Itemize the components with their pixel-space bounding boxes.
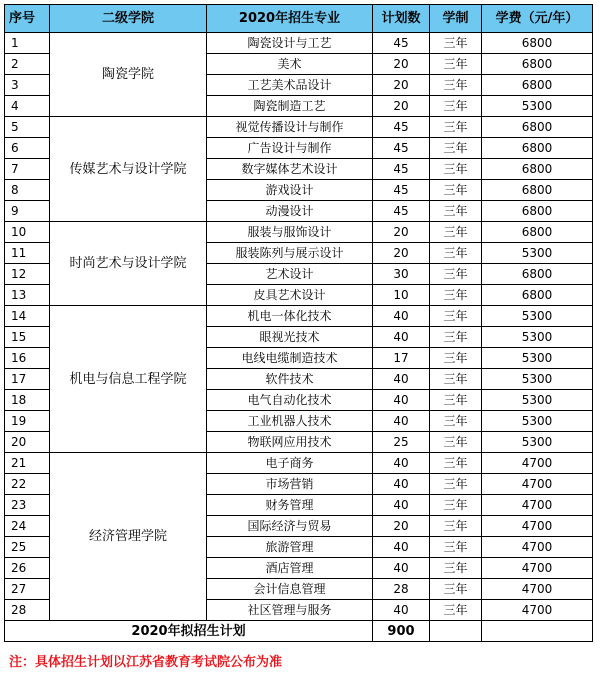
tuition-fee: 5300 [482, 306, 593, 327]
tuition-fee: 6800 [482, 201, 593, 222]
table-row [5, 453, 593, 474]
major-name: 动漫设计 [207, 201, 373, 222]
major-name: 艺术设计 [207, 264, 373, 285]
major-name: 市场营销 [207, 474, 373, 495]
plan-count: 40 [373, 453, 430, 474]
duration: 三年 [430, 411, 482, 432]
plan-count: 40 [373, 558, 430, 579]
plan-count: 40 [373, 369, 430, 390]
tuition-fee: 5300 [482, 432, 593, 453]
major-name: 国际经济与贸易 [207, 516, 373, 537]
duration: 三年 [430, 33, 482, 54]
tuition-fee: 6800 [482, 54, 593, 75]
major-name: 电子商务 [207, 453, 373, 474]
tuition-fee: 5300 [482, 243, 593, 264]
total-plan: 900 [373, 621, 430, 642]
tuition-fee: 6800 [482, 75, 593, 96]
tuition-fee: 5300 [482, 327, 593, 348]
row-seq: 20 [5, 432, 50, 453]
plan-count: 40 [373, 390, 430, 411]
major-name: 陶瓷制造工艺 [207, 96, 373, 117]
plan-count: 20 [373, 243, 430, 264]
duration: 三年 [430, 159, 482, 180]
tuition-fee: 6800 [482, 138, 593, 159]
tuition-fee: 4700 [482, 495, 593, 516]
row-seq: 18 [5, 390, 50, 411]
duration: 三年 [430, 558, 482, 579]
header-major: 2020年招生专业 [207, 5, 373, 33]
total-empty-cell [482, 621, 593, 642]
row-seq: 15 [5, 327, 50, 348]
row-seq: 23 [5, 495, 50, 516]
row-seq: 11 [5, 243, 50, 264]
tuition-fee: 5300 [482, 96, 593, 117]
duration: 三年 [430, 327, 482, 348]
plan-count: 45 [373, 117, 430, 138]
tuition-fee: 4700 [482, 516, 593, 537]
duration: 三年 [430, 432, 482, 453]
tuition-fee: 5300 [482, 348, 593, 369]
plan-count: 45 [373, 201, 430, 222]
row-seq: 24 [5, 516, 50, 537]
duration: 三年 [430, 201, 482, 222]
row-seq: 5 [5, 117, 50, 138]
plan-count: 40 [373, 537, 430, 558]
table-row [5, 33, 593, 54]
row-seq: 10 [5, 222, 50, 243]
tuition-fee: 6800 [482, 264, 593, 285]
tuition-fee: 4700 [482, 558, 593, 579]
duration: 三年 [430, 453, 482, 474]
header-seq: 序号 [5, 5, 50, 33]
footnote: 注：具体招生计划以江苏省教育考试院公布为准 [9, 655, 283, 670]
major-name: 社区管理与服务 [207, 600, 373, 621]
tuition-fee: 5300 [482, 369, 593, 390]
plan-count: 17 [373, 348, 430, 369]
major-name: 软件技术 [207, 369, 373, 390]
row-seq: 14 [5, 306, 50, 327]
row-seq: 16 [5, 348, 50, 369]
tuition-fee: 5300 [482, 411, 593, 432]
row-seq: 9 [5, 201, 50, 222]
plan-count: 40 [373, 306, 430, 327]
tuition-fee: 6800 [482, 117, 593, 138]
row-seq: 3 [5, 75, 50, 96]
major-name: 皮具艺术设计 [207, 285, 373, 306]
college-name: 时尚艺术与设计学院 [50, 222, 207, 306]
duration: 三年 [430, 474, 482, 495]
header-duration: 学制 [430, 5, 482, 33]
plan-count: 45 [373, 180, 430, 201]
header-plan: 计划数 [373, 5, 430, 33]
major-name: 游戏设计 [207, 180, 373, 201]
plan-count: 20 [373, 54, 430, 75]
major-name: 旅游管理 [207, 537, 373, 558]
table-header-row [5, 5, 593, 33]
major-name: 物联网应用技术 [207, 432, 373, 453]
plan-count: 20 [373, 516, 430, 537]
row-seq: 19 [5, 411, 50, 432]
major-name: 陶瓷设计与工艺 [207, 33, 373, 54]
plan-count: 45 [373, 159, 430, 180]
header-college: 二级学院 [50, 5, 207, 33]
major-name: 服装陈列与展示设计 [207, 243, 373, 264]
total-empty-cell [430, 621, 482, 642]
plan-count: 40 [373, 600, 430, 621]
major-name: 机电一体化技术 [207, 306, 373, 327]
duration: 三年 [430, 348, 482, 369]
tuition-fee: 5300 [482, 390, 593, 411]
plan-count: 40 [373, 474, 430, 495]
major-name: 数字媒体艺术设计 [207, 159, 373, 180]
duration: 三年 [430, 117, 482, 138]
major-name: 财务管理 [207, 495, 373, 516]
college-name: 经济管理学院 [50, 453, 207, 621]
duration: 三年 [430, 600, 482, 621]
tuition-fee: 4700 [482, 453, 593, 474]
plan-count: 20 [373, 222, 430, 243]
major-name: 工艺美术品设计 [207, 75, 373, 96]
row-seq: 4 [5, 96, 50, 117]
major-name: 广告设计与制作 [207, 138, 373, 159]
row-seq: 2 [5, 54, 50, 75]
tuition-fee: 6800 [482, 180, 593, 201]
duration: 三年 [430, 264, 482, 285]
college-name: 陶瓷学院 [50, 33, 207, 117]
row-seq: 27 [5, 579, 50, 600]
major-name: 视觉传播设计与制作 [207, 117, 373, 138]
tuition-fee: 4700 [482, 579, 593, 600]
tuition-fee: 6800 [482, 159, 593, 180]
tuition-fee: 4700 [482, 474, 593, 495]
plan-count: 25 [373, 432, 430, 453]
major-name: 酒店管理 [207, 558, 373, 579]
row-seq: 8 [5, 180, 50, 201]
row-seq: 13 [5, 285, 50, 306]
major-name: 服装与服饰设计 [207, 222, 373, 243]
duration: 三年 [430, 495, 482, 516]
total-label: 2020年拟招生计划 [5, 621, 373, 642]
plan-count: 40 [373, 411, 430, 432]
plan-count: 45 [373, 138, 430, 159]
duration: 三年 [430, 369, 482, 390]
duration: 三年 [430, 285, 482, 306]
plan-count: 40 [373, 495, 430, 516]
total-row [5, 621, 593, 642]
duration: 三年 [430, 180, 482, 201]
row-seq: 17 [5, 369, 50, 390]
duration: 三年 [430, 390, 482, 411]
tuition-fee: 6800 [482, 285, 593, 306]
row-seq: 7 [5, 159, 50, 180]
header-fee: 学费（元/年） [482, 5, 593, 33]
duration: 三年 [430, 516, 482, 537]
duration: 三年 [430, 579, 482, 600]
major-name: 会计信息管理 [207, 579, 373, 600]
tuition-fee: 4700 [482, 600, 593, 621]
major-name: 眼视光技术 [207, 327, 373, 348]
row-seq: 28 [5, 600, 50, 621]
enrollment-plan-table [4, 4, 593, 642]
row-seq: 1 [5, 33, 50, 54]
row-seq: 6 [5, 138, 50, 159]
table-row [5, 222, 593, 243]
college-name: 传媒艺术与设计学院 [50, 117, 207, 222]
plan-count: 20 [373, 96, 430, 117]
plan-count: 40 [373, 327, 430, 348]
plan-count: 20 [373, 75, 430, 96]
duration: 三年 [430, 138, 482, 159]
duration: 三年 [430, 537, 482, 558]
duration: 三年 [430, 54, 482, 75]
plan-count: 10 [373, 285, 430, 306]
table-row [5, 306, 593, 327]
duration: 三年 [430, 243, 482, 264]
table-row [5, 117, 593, 138]
major-name: 工业机器人技术 [207, 411, 373, 432]
tuition-fee: 4700 [482, 537, 593, 558]
duration: 三年 [430, 222, 482, 243]
plan-count: 28 [373, 579, 430, 600]
major-name: 美术 [207, 54, 373, 75]
table-body [5, 33, 593, 642]
plan-count: 45 [373, 33, 430, 54]
tuition-fee: 6800 [482, 33, 593, 54]
row-seq: 12 [5, 264, 50, 285]
tuition-fee: 6800 [482, 222, 593, 243]
duration: 三年 [430, 306, 482, 327]
college-name: 机电与信息工程学院 [50, 306, 207, 453]
row-seq: 21 [5, 453, 50, 474]
major-name: 电气自动化技术 [207, 390, 373, 411]
major-name: 电线电缆制造技术 [207, 348, 373, 369]
row-seq: 25 [5, 537, 50, 558]
plan-count: 30 [373, 264, 430, 285]
duration: 三年 [430, 75, 482, 96]
row-seq: 22 [5, 474, 50, 495]
row-seq: 26 [5, 558, 50, 579]
duration: 三年 [430, 96, 482, 117]
